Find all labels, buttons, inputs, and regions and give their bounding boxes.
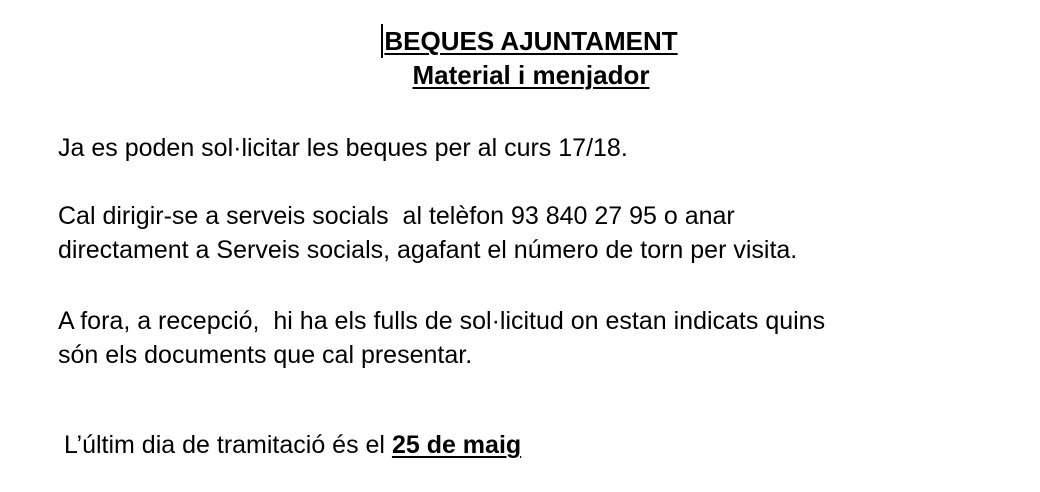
forms-line-2: són els documents que cal presentar. xyxy=(58,341,473,369)
notice-title xyxy=(0,24,1040,92)
contact-paragraph xyxy=(58,199,797,267)
intro-text: Ja es poden sol·licitar les beques per al curs 17/18. xyxy=(58,134,628,162)
contact-line-1: Cal dirigir-se a serveis socials al telèfon 93 840 27 95 o anar xyxy=(58,202,735,230)
title-main: BEQUES AJUNTAMENT xyxy=(381,24,677,58)
forms-line-1: A fora, a recepció, hi ha els fulls de sol·licitud on estan indicats quins xyxy=(58,307,826,335)
forms-paragraph xyxy=(58,304,825,372)
deadline-date: 25 de maig xyxy=(391,431,522,459)
deadline-paragraph xyxy=(64,428,521,462)
intro-paragraph xyxy=(58,131,628,165)
contact-line-2: directament a Serveis socials, agafant el número de torn per visita. xyxy=(58,236,798,264)
deadline-prefix: L’últim dia de tramitació és el xyxy=(64,431,392,459)
title-subtitle: Material i menjador xyxy=(412,60,650,90)
